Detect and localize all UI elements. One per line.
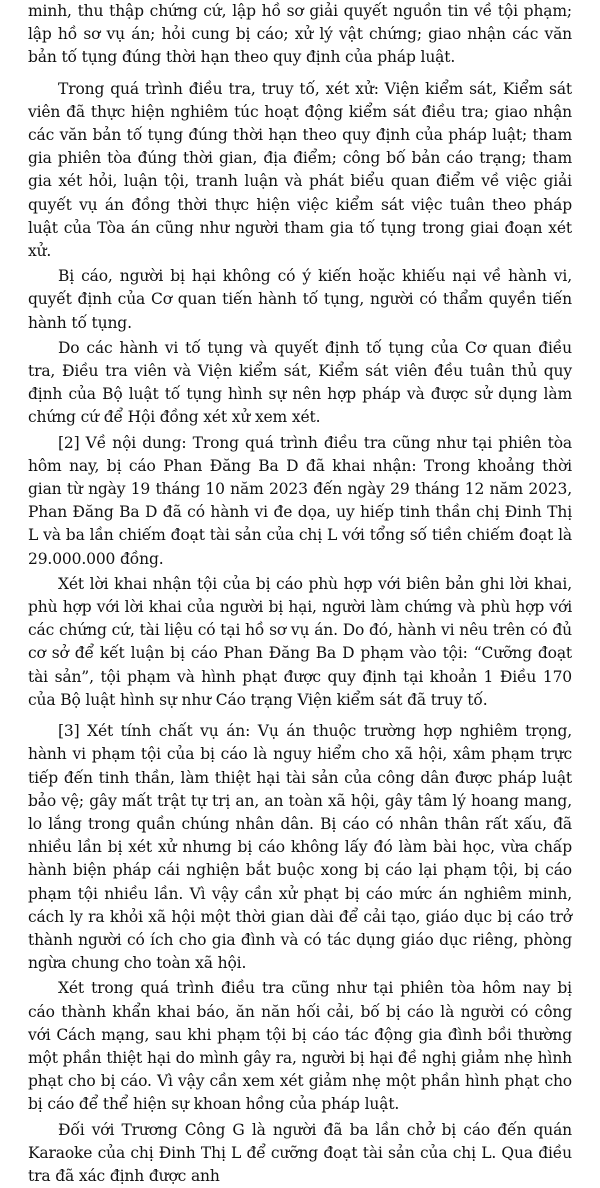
paragraph-conclusion-of-crime: Xét lời khai nhận tội của bị cáo phù hợp với biên bản ghi lời khai, phù hợp với lời khai của người bị hại, người làm chứng và phù hợp với các chứng cứ, tài liệu có tại hồ sơ vụ án. Do đó, hành vi nêu trên có đủ cơ sở để kết luận bị cáo Phan Đăng Ba D phạm vào tội: “Cưỡng đoạt tài sản”, tội phạm và hình phạt được quy định tại khoản 1 Điều 170 của Bộ luật hình sự như Cáo trạng Viện kiểm sát đã truy tố. (28, 574, 572, 709)
paragraph-mitigating-factors: Xét trong quá trình điều tra cũng như tại phiên tòa hôm nay bị cáo thành khẩn khai báo, ăn năn hối cải, bố bị cáo là người có công với Cách mạng, sau khi phạm tội bị cáo tác động gia đình bồi thường một phần thiệt hại do mình gây ra, người bị hại đề nghị giảm nhẹ hình phạt cho bị cáo. Vì vậy cần xem xét giảm nhẹ một phần hình phạt cho bị cáo để thể hiện sự khoan hồng của pháp luật. (28, 979, 572, 1114)
paragraph-no-complaints: Bị cáo, người bị hại không có ý kiến hoặc khiếu nại về hành vi, quyết định của Cơ quan tiến hành tố tụng, người có thẩm quyền tiến hành tố tụng. (28, 267, 572, 332)
paragraph-continuation: minh, thu thập chứng cứ, lập hồ sơ giải quyết nguồn tin về tội phạm; lập hồ sơ vụ án; hỏi cung bị cáo; xử lý vật chứng; giao nhận các văn bản tố tụng đúng thời hạn theo quy định của pháp luật. (28, 2, 572, 67)
paragraph-truong-cong-g: Đối với Trương Công G là người đã ba lần chở bị cáo đến quán Karaoke của chị Đinh Thị L để cưỡng đoạt tài sản của chị L. Qua điều tra đã xác định được anh (28, 1120, 572, 1185)
paragraph-case-nature: [3] Xét tính chất vụ án: Vụ án thuộc trường hợp nghiêm trọng, hành vi phạm tội của bị cáo là nguy hiểm cho xã hội, xâm phạm trực tiếp đến tinh thần, làm thiệt hại tài sản của công dân được pháp luật bảo vệ; gây mất trật tự trị an, an toàn xã hội, gây tâm lý hoang mang, lo lắng trong quần chúng nhân dân. Bị cáo có nhân thân rất xấu, đã nhiều lần bị xét xử nhưng bị cáo không lấy đó làm bài học, vừa chấp hành biện pháp cái nghiện bắt buộc xong bị cáo lại phạm tội, bị cáo phạm tội nhiều lần. Vì vậy cần xử phạt bị cáo mức án nghiêm minh, cách ly ra khỏi xã hội một thời gian dài để cải tạo, giáo dục bị cáo trở thành người có ích cho gia đình và có tác dụng giáo dục riêng, phòng ngừa chung cho toàn xã hội. (28, 722, 572, 973)
paragraph-procuracy-activities: Trong quá trình điều tra, truy tố, xét xử: Viện kiểm sát, Kiểm sát viên đã thực hiện nghiêm túc hoạt động kiểm sát điều tra; giao nhận các văn bản tố tụng đúng thời hạn theo quy định của pháp luật; tham gia phiên tòa đúng thời gian, địa điểm; công bố bản cáo trạng; tham gia xét hỏi, luận tội, tranh luận và phát biểu quan điểm về việc giải quyết vụ án đồng thời thực hiện việc kiểm sát việc tuân theo pháp luật của Tòa án cũng như người tham gia tố tụng trong giai đoạn xét xử. (28, 79, 572, 261)
paragraph-content: [2] Về nội dung: Trong quá trình điều tra cũng như tại phiên tòa hôm nay, bị cáo Phan Đăng Ba D đã khai nhận: Trong khoảng thời gian từ ngày 19 tháng 10 năm 2023 đến ngày 29 tháng 12 năm 2023, Phan Đăng Ba D đã có hành vi đe dọa, uy hiếp tinh thần chị Đinh Thị L và ba lần chiếm đoạt tài sản của chị L với tổng số tiền chiếm đoạt là 29.000.000 đồng. (28, 433, 572, 568)
paragraph-procedural-legality: Do các hành vi tố tụng và quyết định tố tụng của Cơ quan điều tra, Điều tra viên và Viện kiểm sát, Kiểm sát viên đều tuân thủ quy định của Bộ luật tố tụng hình sự nên hợp pháp và được sử dụng làm chứng cứ để Hội đồng xét xử xem xét. (28, 338, 572, 427)
